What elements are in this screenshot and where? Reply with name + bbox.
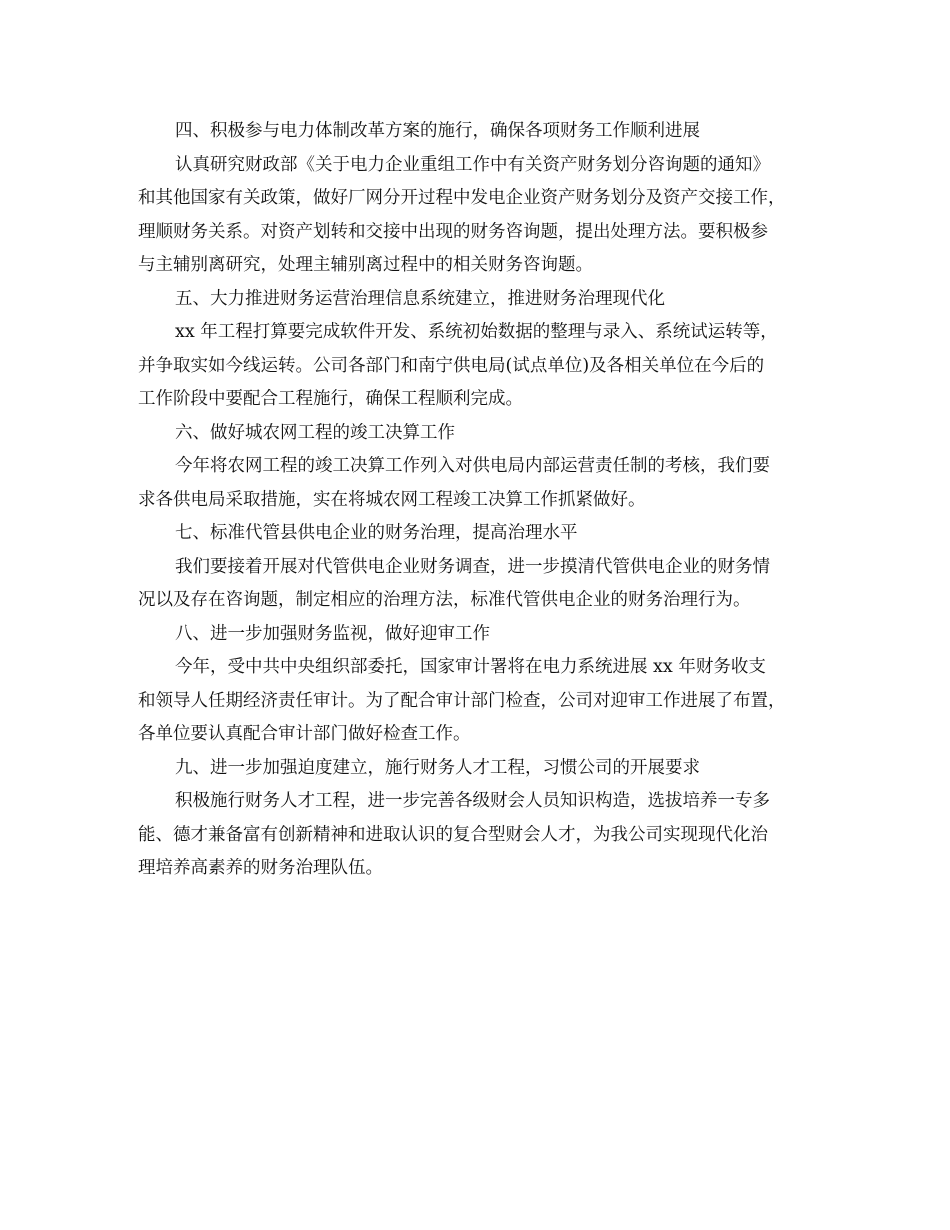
paragraph-line: 理顺财务关系。对资产划转和交接中出现的财务咨询题，提出处理方法。要积极参 bbox=[138, 221, 768, 242]
paragraph-line: 今年将农网工程的竣工决算工作列入对供电局内部运营责任制的考核，我们要 bbox=[175, 456, 770, 476]
paragraph-line: 和领导人任期经济责任审计。为了配合审计部门检查，公司对迎审工作进展了布置， bbox=[138, 690, 786, 711]
paragraph-line: 积极施行财务人才工程，进一步完善各级财会人员知识构造，选拔培养一专多 bbox=[175, 791, 770, 811]
section-heading-4: 四、积极参与电力体制改革方案的施行，确保各项财务工作顺利进展 bbox=[175, 121, 700, 141]
paragraph-line: 和其他国家有关政策，做好厂网分开过程中发电企业资产财务划分及资产交接工作， bbox=[138, 188, 786, 208]
paragraph-line: 求各供电局采取措施，实在将城农网工程竣工决算工作抓紧做好。 bbox=[138, 489, 646, 510]
paragraph-line: 况以及存在咨询题，制定相应的治理方法，标准代管供电企业的财务治理行为。 bbox=[138, 590, 751, 610]
paragraph-line: 各单位要认真配合审计部门做好检查工作。 bbox=[138, 724, 471, 744]
section-heading-6: 六、做好城农网工程的竣工决算工作 bbox=[175, 422, 455, 443]
section-heading-8: 八、进一步加强财务监视，做好迎审工作 bbox=[175, 623, 490, 644]
section-heading-5: 五、大力推进财务运营治理信息系统建立，推进财务治理现代化 bbox=[175, 288, 665, 309]
section-heading-7: 七、标准代管县供电企业的财务治理，提高治理水平 bbox=[175, 523, 578, 543]
paragraph-line: 理培养高素养的财务治理队伍。 bbox=[138, 858, 383, 878]
paragraph-line: 我们要接着开展对代管供电企业财务调查，进一步摸清代管供电企业的财务情 bbox=[175, 556, 770, 577]
paragraph-line: 能、德才兼备富有创新精神和进取认识的复合型财会人才，为我公司实现现代化治 bbox=[138, 824, 768, 845]
paragraph-line: 工作阶段中要配合工程施行，确保工程顺利完成。 bbox=[138, 389, 523, 409]
paragraph-line: 今年，受中共中央组织部委托，国家审计署将在电力系统进展 xx 年财务收支 bbox=[175, 657, 766, 677]
paragraph-line: 认真研究财政部《关于电力企业重组工作中有关资产财务划分咨询题的通知》 bbox=[175, 154, 770, 175]
paragraph-line: 并争取实如今线运转。公司各部门和南宁供电局(试点单位)及各相关单位在今后的 bbox=[138, 355, 765, 376]
section-heading-9: 九、进一步加强迫度建立，施行财务人才工程，习惯公司的开展要求 bbox=[175, 757, 700, 778]
paragraph-line: xx 年工程打算要完成软件开发、系统初始数据的整理与录入、系统试运转等， bbox=[175, 322, 778, 342]
paragraph-line: 与主辅别离研究，处理主辅别离过程中的相关财务咨询题。 bbox=[138, 255, 593, 275]
document-body bbox=[138, 115, 828, 886]
